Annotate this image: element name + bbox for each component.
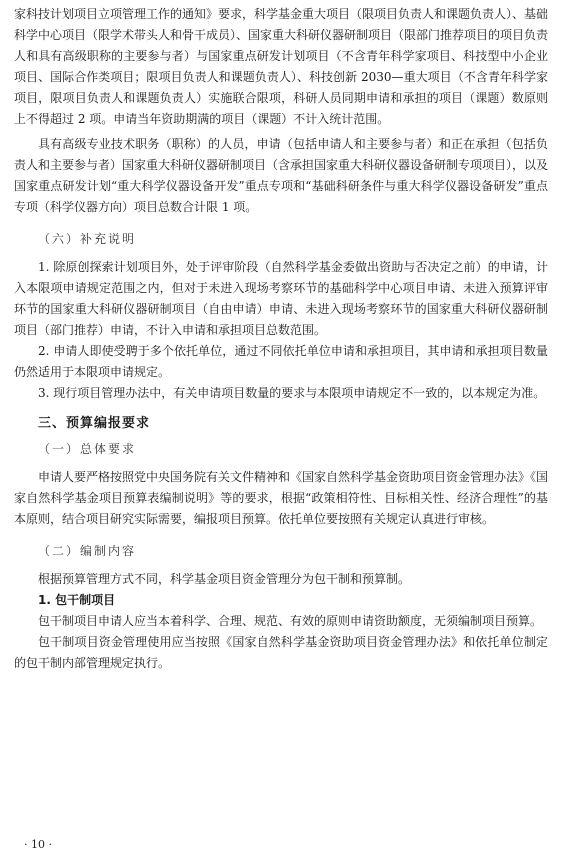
paragraph-supplement-2: 2. 申请人即使受聘于多个依托单位，通过不同依托单位申请和承担项目，其申请和承担项目数量仍然适用于本限项申请规定。	[14, 344, 548, 379]
heading-compilation-content: （二）编制内容	[38, 544, 137, 558]
heading-budget-requirements: 三、预算编报要求	[38, 416, 151, 431]
heading-lump-sum-projects: 1. 包干制项目	[38, 593, 116, 607]
paragraph-management-types: 根据预算管理方式不同，科学基金项目资金管理分为包干制和预算制。	[38, 572, 411, 586]
heading-supplementary-notes: （六）补充说明	[38, 232, 137, 246]
paragraph-senior-staff-limit: 具有高级专业技术职务（职称）的人员，申请（包括申请人和主要参与者）和正在承担（包括负责人和主要参与者）国家重大科研仪器研制项目（含承担国家重大科研仪器设备研制专项项目），以及国家重点研发计划“重大科学仪器设备开发”重点专项和“基础科研条件与重大科学仪器设备研发”重点专项（科学仪器方向）项目总数合计限 1 项。	[14, 137, 549, 214]
paragraph-overall: 申请人要严格按照党中央国务院有关文件精神和《国家自然科学基金资助项目资金管理办法》《国家自然科学基金项目预算表编制说明》等的要求，根据“政策相符性、目标相关性、经济合理性”的基本原则，结合项目研究实际需要，编报项目预算。依托单位要按照有关规定认真进行审核。	[14, 470, 549, 526]
paragraph-supplement-1: 1. 除原创探索计划项目外，处于评审阶段（自然科学基金委做出资助与否决定之前）的申请，计入本限项申请规定范围之内，但对于未进入现场考察环节的基础科学中心项目申请、未进入预算评审环节的国家重大科研仪器研制项目（自由申请）申请、未进入现场考察环节的国家重大科研仪器研制项目（部门推荐）申请，不计入申请和承担项目总数范围。	[14, 260, 548, 337]
paragraph-lump-sum-1: 包干制项目申请人应当本着科学、合理、规范、有效的原则申请资助额度，无须编制项目预算。	[38, 614, 543, 628]
paragraph-joint-limit: 家科技计划项目立项管理工作的通知》要求，科学基金重大项目（限项目负责人和课题负责人）、基础科学中心项目（限学术带头人和骨干成员）、国家重大科研仪器研制项目（限部门推荐项目的项目负责人和具有高级职称的主要参与者）与国家重点研发计划项目（不含青年科学家项目、科技型中小企业项目、国际合作类项目；限项目负责人和课题负责人）、科技创新 2030—重大项目（不含青年科学家项目，限项目负责人和课题负责人）实施联合限项，科研人员同期申请和承担的项目（课题）数原则上不得超过 2 项。申请当年资助期满的项目（课题）不计入统计范围。	[14, 7, 549, 126]
paragraph-supplement-3: 3. 现行项目管理办法中，有关申请项目数量的要求与本限项申请规定不一致的，以本规定为准。	[38, 386, 546, 400]
heading-overall-requirements: （一）总体要求	[38, 442, 137, 456]
page-number: · 10 ·	[24, 838, 52, 851]
paragraph-lump-sum-2: 包干制项目资金管理使用应当按照《国家自然科学基金资助项目资金管理办法》和依托单位制定的包干制内部管理规定执行。	[14, 635, 548, 670]
